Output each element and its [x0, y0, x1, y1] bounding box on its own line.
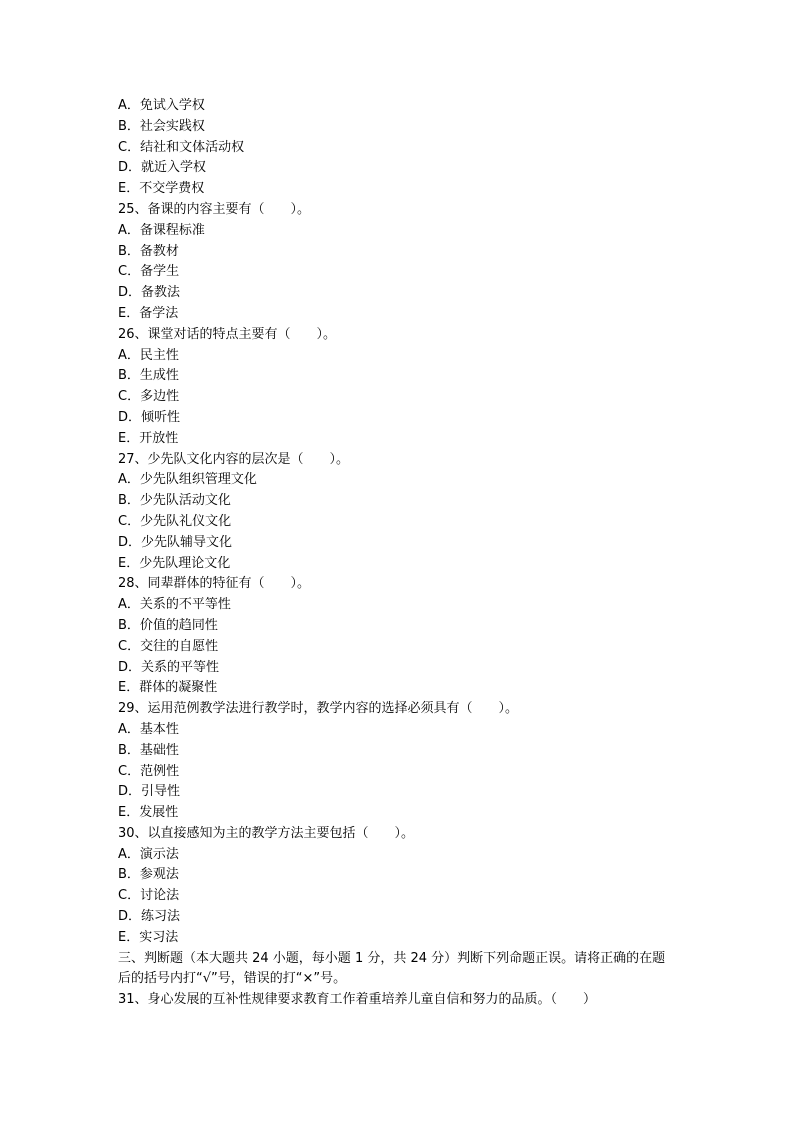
question-31: 31、身心发展的互补性规律要求教育工作着重培养儿童自信和努力的品质。（ ） [118, 992, 597, 1008]
section-3-heading: 三、判断题（本大题共 24 小题，每小题 1 分，共 24 分）判断下列命题正误。请将正确的在题后的括号内打“√”号，错误的打“×”号。 [118, 950, 666, 987]
question-29: 29、运用范例教学法进行教学时，教学内容的选择必须具有（ ）。 [118, 701, 519, 717]
option-line: E．备学法 [118, 305, 179, 321]
option-line: C．多边性 [118, 389, 180, 405]
option-line: C．少先队礼仪文化 [118, 513, 232, 529]
option-line: E．开放性 [118, 430, 179, 446]
option-line: B．基础性 [118, 742, 179, 758]
question-30: 30、以直接感知为主的教学方法主要包括（ ）。 [118, 825, 415, 841]
option-line: E．不交学费权 [118, 181, 205, 197]
question-28: 28、同辈群体的特征有（ ）。 [118, 576, 311, 592]
option-line: B．少先队活动文化 [118, 493, 231, 509]
option-line: B．价值的趋同性 [118, 617, 218, 633]
option-line: C．结社和文体活动权 [118, 139, 245, 155]
question-26: 26、课堂对话的特点主要有（ ）。 [118, 326, 337, 342]
option-line: D．备教法 [118, 285, 181, 301]
option-line: B．生成性 [118, 368, 179, 384]
option-line: D．倾听性 [118, 409, 181, 425]
option-line: E．群体的凝聚性 [118, 680, 218, 696]
option-line: A．基本性 [118, 721, 179, 737]
option-line: C．范例性 [118, 763, 180, 779]
option-line: C．交往的自愿性 [118, 638, 219, 654]
option-line: E．实习法 [118, 929, 179, 945]
option-line: B．社会实践权 [118, 118, 205, 134]
question-27: 27、少先队文化内容的层次是（ ）。 [118, 451, 350, 467]
option-line: A．免试入学权 [118, 98, 205, 113]
option-line: A．关系的不平等性 [118, 597, 231, 613]
option-line: A．少先队组织管理文化 [118, 472, 257, 488]
option-line: D．练习法 [118, 909, 181, 925]
option-line: D．就近入学权 [118, 160, 207, 176]
option-line: A．演示法 [118, 846, 179, 862]
option-line: C．讨论法 [118, 888, 180, 904]
option-line: D．引导性 [118, 784, 181, 800]
option-line: B．参观法 [118, 867, 179, 883]
question-25: 25、备课的内容主要有（ ）。 [118, 201, 311, 217]
option-line: E．发展性 [118, 805, 179, 821]
option-line: D．关系的平等性 [118, 659, 220, 675]
option-line: A．民主性 [118, 347, 179, 363]
option-line: D．少先队辅导文化 [118, 534, 233, 550]
option-line: C．备学生 [118, 264, 180, 280]
option-line: A．备课程标准 [118, 222, 205, 238]
option-line: E．少先队理论文化 [118, 555, 231, 571]
option-line: B．备教材 [118, 243, 179, 259]
document-page [118, 96, 678, 1011]
